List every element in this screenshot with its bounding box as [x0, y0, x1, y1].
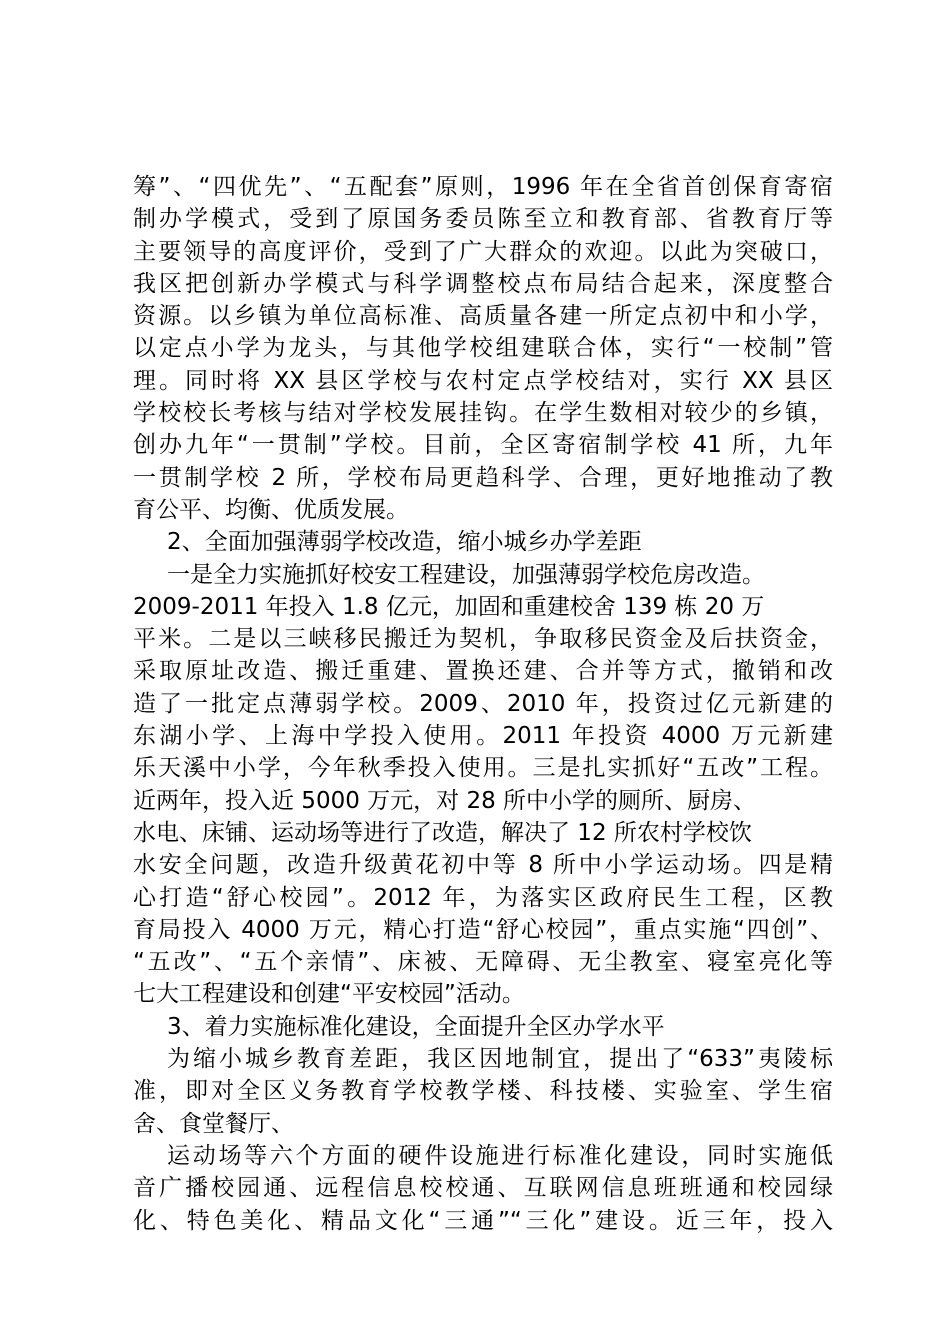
text-line: 一贯制学校 2 所，学校布局更趋科学、合理，更好地推动了教 — [133, 464, 833, 491]
text-line: 学校校长考核与结对学校发展挂钩。在学生数相对较少的乡镇， — [133, 400, 833, 427]
text-line: 我区把创新办学模式与科学调整校点布局结合起来，深度整合 — [133, 270, 833, 297]
text-line: 育公平、均衡、优质发展。 — [133, 496, 409, 523]
text-line: 心打造“舒心校园”。2012 年，为落实区政府民生工程，区教 — [133, 884, 833, 911]
text-line: 水安全问题，改造升级黄花初中等 8 所中小学运动场。四是精 — [133, 852, 833, 879]
text-line: 资源。以乡镇为单位高标准、高质量各建一所定点初中和小学， — [133, 303, 833, 330]
text-line: 七大工程建设和创建“平安校园”活动。 — [133, 981, 525, 1008]
text-line: 平米。二是以三峡移民搬迁为契机，争取移民资金及后扶资金， — [133, 626, 833, 653]
text-line: 水电、床铺、运动场等进行了改造，解决了 12 所农村学校饮 — [133, 819, 752, 846]
text-line: 舍、食堂餐厅、 — [133, 1110, 294, 1137]
text-line: 乐天溪中小学，今年秋季投入使用。三是扎实抓好“五改”工程。 — [133, 755, 833, 782]
text-line: 3、着力实施标准化建设，全面提升全区办学水平 — [167, 1013, 665, 1040]
text-line: 主要领导的高度评价，受到了广大群众的欢迎。以此为突破口， — [133, 238, 833, 265]
text-line: 以定点小学为龙头，与其他学校组建联合体，实行“一校制”管 — [133, 335, 833, 362]
body-text — [133, 171, 833, 1237]
text-line: 创办九年“一贯制”学校。目前，全区寄宿制学校 41 所，九年 — [133, 432, 833, 459]
text-line: 育局投入 4000 万元，精心打造“舒心校园”，重点实施“四创”、 — [133, 916, 833, 943]
text-line: 筹”、“四优先”、“五配套”原则，1996 年在全省首创保育寄宿 — [133, 174, 833, 200]
text-line: 采取原址改造、搬迁重建、置换还建、合并等方式，撤销和改 — [133, 658, 833, 685]
text-line: 2009-2011 年投入 1.8 亿元，加固和重建校舍 139 栋 20 万 — [133, 593, 765, 620]
text-line: 一是全力实施抓好校安工程建设，加强薄弱学校危房改造。 — [167, 561, 765, 588]
text-line: 近两年，投入近 5000 万元，对 28 所中小学的厕所、厨房、 — [133, 787, 757, 814]
text-line: 化、特色美化、精品文化“三通”“三化”建设。近三年，投入 — [133, 1207, 833, 1234]
text-line: 理。同时将 XX 县区学校与农村定点学校结对，实行 XX 县区 — [133, 367, 833, 394]
text-line: 制办学模式，受到了原国务委员陈至立和教育部、省教育厅等 — [133, 206, 833, 233]
text-line: 运动场等六个方面的硬件设施进行标准化建设，同时实施低 — [167, 1142, 833, 1169]
text-line: “五改”、“五个亲情”、床被、无障碍、无尘教室、寝室亮化等 — [133, 949, 833, 976]
text-line: 为缩小城乡教育差距，我区因地制宜，提出了“633”夷陵标 — [167, 1046, 833, 1073]
text-line: 2、全面加强薄弱学校改造，缩小城乡办学差距 — [167, 529, 642, 556]
text-line: 东湖小学、上海中学投入使用。2011 年投资 4000 万元新建 — [133, 723, 833, 750]
text-line: 造了一批定点薄弱学校。2009、2010 年，投资过亿元新建的 — [133, 690, 833, 717]
text-line: 音广播校园通、远程信息校校通、互联网信息班班通和校园绿 — [133, 1175, 833, 1202]
text-line: 准，即对全区义务教育学校教学楼、科技楼、实验室、学生宿 — [133, 1078, 833, 1105]
